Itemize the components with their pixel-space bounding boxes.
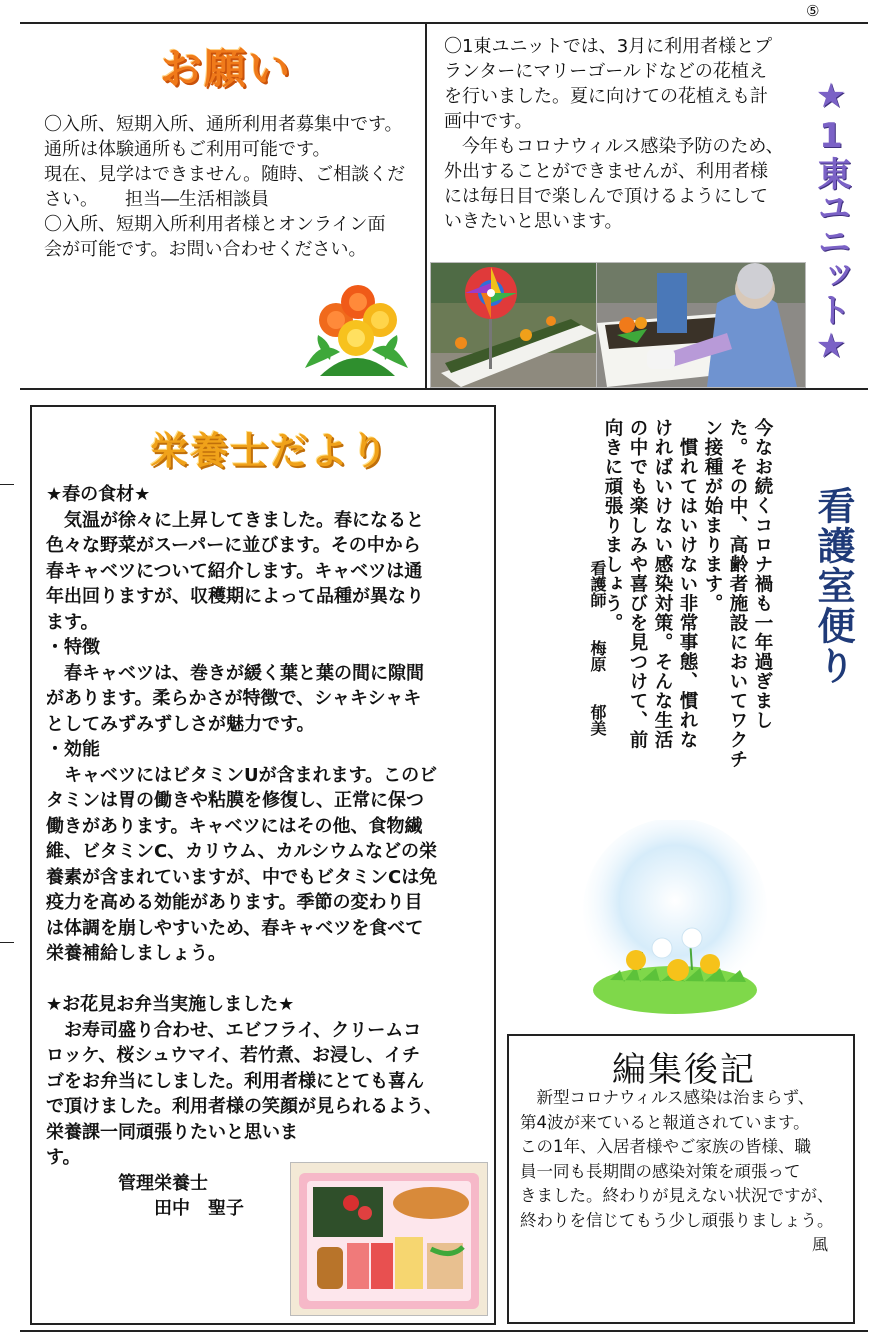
nursing-line: の中でも楽しみや喜びを見つけて、前	[627, 418, 648, 750]
planter-photo	[430, 262, 598, 388]
margin-tick-2	[0, 942, 14, 943]
dandelion-flower-2	[667, 959, 689, 981]
nursing-line: 向きに頑張りましょう。	[602, 418, 623, 633]
nutrition-line: ★お花見お弁当実施しました★	[46, 994, 295, 1015]
nutrition-line: 維、ビタミンC、カリウム、カルシウムなどの栄	[46, 841, 437, 862]
unit-line: 画中です。	[444, 111, 533, 132]
bento-photo	[290, 1162, 488, 1316]
editor-line: 終わりを信じてもう少し頑張りましょう。	[520, 1210, 834, 1230]
request-line: 〇入所、短期入所利用者様とオンライン面	[44, 214, 386, 235]
nutrition-line: お寿司盛り合わせ、エビフライ、クリームコ	[46, 1019, 422, 1041]
resident-photo-art	[597, 263, 805, 387]
editor-title: 編集後記	[612, 1050, 756, 1090]
nursing-line: ければいけない感染対策。そんな生活	[652, 418, 673, 750]
nutrition-line: は体調を崩しやすいため、春キャベツを食べて	[46, 917, 424, 939]
nutrition-line: としてみずみずしさが魅力です。	[46, 713, 315, 735]
unit-text	[444, 34, 816, 234]
request-title: お願い	[160, 44, 293, 93]
unit-title: ★1東ユニット★	[811, 76, 851, 366]
editor-line: この1年、入居者様やご家族の皆様、職	[520, 1137, 811, 1156]
unit-line: ランターにマリーゴールドなどの花植え	[444, 61, 767, 82]
nutrition-line: 管理栄養士	[46, 1172, 208, 1194]
margin-tick-1	[0, 484, 14, 485]
nutrition-line: があります。柔らかさが特徴で、シャキシャキ	[46, 688, 422, 709]
nutrition-line: 栄養補給しましょう。	[46, 943, 226, 964]
nutrition-line: 春キャベツについて紹介します。キャベツは通	[46, 560, 423, 582]
nursing-line: ン接種が始まります。	[702, 418, 723, 613]
editor-line: 第4波が来ていると報道されています。	[520, 1112, 810, 1132]
nursing-line: 慣れてはいけない非常事態、慣れな	[677, 418, 698, 750]
page-number: ⑤	[806, 2, 820, 20]
nutrition-line: 気温が徐々に上昇してきました。春になると	[46, 509, 424, 531]
nursing-line: 今なお続くコロナ禍も一年過ぎまし	[752, 418, 773, 730]
request-line: 〇入所、短期入所、通所利用者募集中です。	[44, 114, 403, 135]
editor-signature: 風	[812, 1235, 829, 1254]
nutrition-line: タミンは胃の働きや粘膜を修復し、正常に保つ	[46, 790, 424, 811]
middle-rule	[20, 388, 868, 390]
nutrition-line: ロッケ、桜シュウマイ、若竹煮、お浸し、イチ	[46, 1045, 421, 1066]
nutrition-line: キャベツにはビタミンUが含まれます。このビ	[46, 764, 438, 786]
nursing-text	[600, 418, 775, 838]
nutrition-line: ・特徴	[46, 637, 100, 658]
editor-line: きました。終わりが見えない状況ですが、	[520, 1186, 834, 1205]
nutrition-line: 春キャベツは、巻きが緩く葉と葉の間に隙間	[46, 662, 424, 684]
resident-planting-photo	[596, 262, 806, 388]
dandelion-illustration	[580, 820, 770, 1020]
nutrition-line: ゴをお弁当にしました。利用者様にとても喜ん	[46, 1070, 424, 1092]
dandelion-flower-1	[626, 950, 646, 970]
nutrition-line: で頂けました。利用者様の笑顔が見られるよう、	[46, 1096, 442, 1117]
top-divider	[425, 22, 427, 388]
editor-line: 新型コロナウィルス感染は治まらず、	[520, 1088, 815, 1107]
request-text	[44, 112, 424, 262]
request-line: 通所は体験通所もご利用可能です。	[44, 139, 331, 160]
bento-photo-art	[291, 1163, 487, 1315]
nutrition-line: す。	[46, 1147, 81, 1168]
unit-line: には毎日目で楽しんで頂けるようにして	[444, 186, 768, 207]
nutrition-line: 色々な野菜がスーパーに並びます。その中から	[46, 535, 421, 556]
nutrition-line: 栄養課一同頑張りたいと思いま	[46, 1121, 298, 1143]
nutrition-text	[46, 482, 486, 1222]
nutrition-line: ます。	[46, 611, 99, 633]
request-line: 会が可能です。お問い合わせください。	[44, 239, 367, 260]
nursing-title: 看護室便り	[811, 486, 856, 686]
dandelion-puff-2	[682, 928, 702, 948]
nutrition-line: ・効能	[46, 739, 100, 760]
unit-line: を行いました。夏に向けての花植えも計	[444, 86, 768, 107]
nutrition-line: 養素が含まれていますが、中でもビタミンCは免	[46, 866, 438, 888]
nutrition-line	[46, 967, 486, 993]
marigold-illustration	[300, 280, 415, 380]
dandelion-flower-3	[700, 954, 720, 974]
planter-photo-art	[431, 263, 597, 387]
nutrition-title: 栄養士だより	[150, 429, 391, 473]
request-line: さい。 担当―生活相談員	[44, 189, 269, 210]
nutrition-line: 田中 聖子	[46, 1198, 244, 1219]
bottom-rule	[20, 1330, 868, 1332]
unit-line: いきたいと思います。	[444, 211, 623, 232]
flower-yellow-2	[338, 320, 374, 356]
editor-line: 員一同も長期間の感染対策を頑張って	[520, 1161, 801, 1181]
request-line: 現在、見学はできません。随時、ご相談くだ	[44, 164, 406, 185]
nursing-signature: 看護師 梅原 郁美	[588, 560, 607, 736]
nutrition-line: 年出回りますが、収穫期によって品種が異なり	[46, 586, 424, 607]
unit-line: 〇1東ユニットでは、3月に利用者様とプ	[444, 36, 773, 57]
dandelion-puff-1	[652, 938, 672, 958]
editor-text	[520, 1086, 846, 1233]
top-rule	[20, 22, 868, 24]
unit-line: 今年もコロナウィルス感染予防のため、	[444, 136, 784, 157]
nursing-line: た。その中、高齢者施設においてワクチ	[727, 418, 748, 769]
nutrition-line: 疫力を高める効能があります。季節の変わり目	[46, 892, 423, 913]
nutrition-line: ★春の食材★	[46, 484, 151, 505]
nutrition-line: 働きがあります。キャベツにはその他、食物繊	[46, 815, 423, 837]
unit-line: 外出することができませんが、利用者様	[444, 161, 768, 182]
